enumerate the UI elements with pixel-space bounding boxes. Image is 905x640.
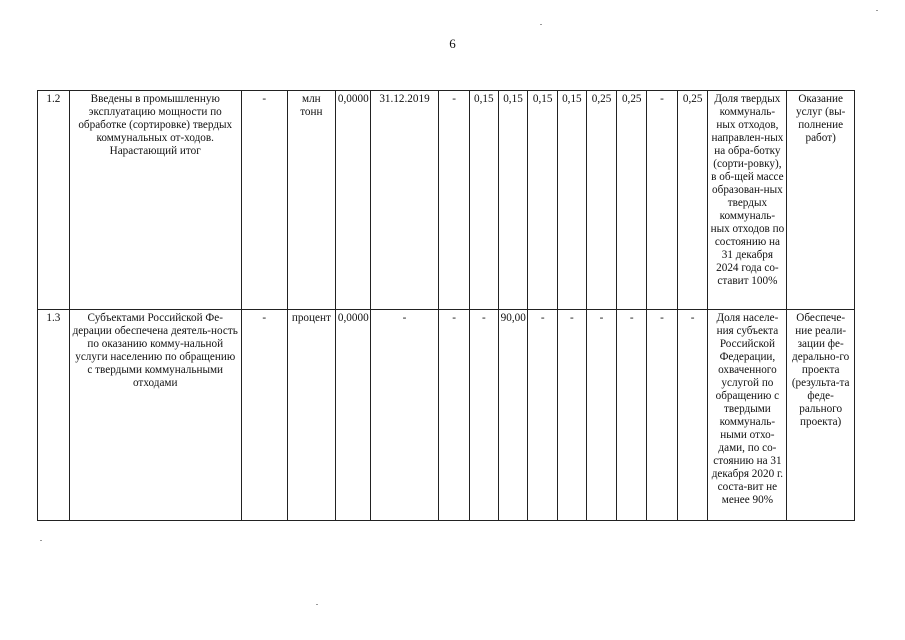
description-text: Введены в промышленную эксплуатацию мощности по обработке (сортировке) твердых коммунальных от-ходов. [78,93,233,144]
page-number: 6 [449,36,456,51]
result-description [69,310,241,521]
scan-speck [876,10,878,11]
base-date-cell: 31.12.2019 [370,91,439,310]
value-cell: 0,15 [558,91,587,310]
table-row [38,310,855,521]
value-cell: - [558,310,587,521]
base-value-cell: 0,0000 [335,310,370,521]
indicator-cell: Доля населе-ния субъекта Российской Федерации, охваченного услугой по обращению с твердыми коммуналь-ными отхо-дами, по со-стоянию на 31 декабря 2020 г. соста-вит не менее 90% [708,310,787,521]
result-type-cell: Обеспече-ние реали-зации фе-дерально-го проекта (результа-та феде-рального проекта) [787,310,855,521]
description-note: Нарастающий итог [109,145,201,157]
base-value-cell: 0,0000 [335,91,370,310]
value-cell: - [586,310,617,521]
project-results-table [37,90,855,521]
scan-speck [316,604,318,605]
value-cell: - [647,91,678,310]
value-cell: 0,15 [470,91,499,310]
row-number: 1.2 [38,91,70,310]
scan-speck [540,24,542,25]
value-cell: - [647,310,678,521]
row-number: 1.3 [38,310,70,521]
indicator-cell: Доля твердых коммуналь-ных отходов, направлен-ных на обра-ботку (сорти-ровку), в об-щей массе образован-ных твердых коммуналь-ных отходов по состоянию на 31 декабря 2024 года со-ставит 100% [708,91,787,310]
value-cell: 0,25 [586,91,617,310]
value-cell: 0,15 [528,91,558,310]
mark-cell: - [241,310,287,521]
scan-speck [40,540,42,541]
value-cell: - [439,91,470,310]
value-cell: - [677,310,708,521]
value-cell: 0,25 [677,91,708,310]
description-text: Субъектами Российской Фе-дерации обеспечена деятель-ность по оказанию комму-нальной услуги населению по обращению с твердыми коммунальными отходами [72,312,238,389]
result-type-cell: Оказание услуг (вы-полнение работ) [787,91,855,310]
unit-cell: млн тонн [287,91,335,310]
mark-cell: - [241,91,287,310]
result-description [69,91,241,310]
value-cell: - [470,310,499,521]
value-cell: 90,00 [498,310,528,521]
base-date-cell: - [370,310,439,521]
unit-cell: процент [287,310,335,521]
table-row [38,91,855,310]
value-cell: 0,15 [498,91,528,310]
value-cell: - [617,310,647,521]
value-cell: - [528,310,558,521]
value-cell: - [439,310,470,521]
value-cell: 0,25 [617,91,647,310]
